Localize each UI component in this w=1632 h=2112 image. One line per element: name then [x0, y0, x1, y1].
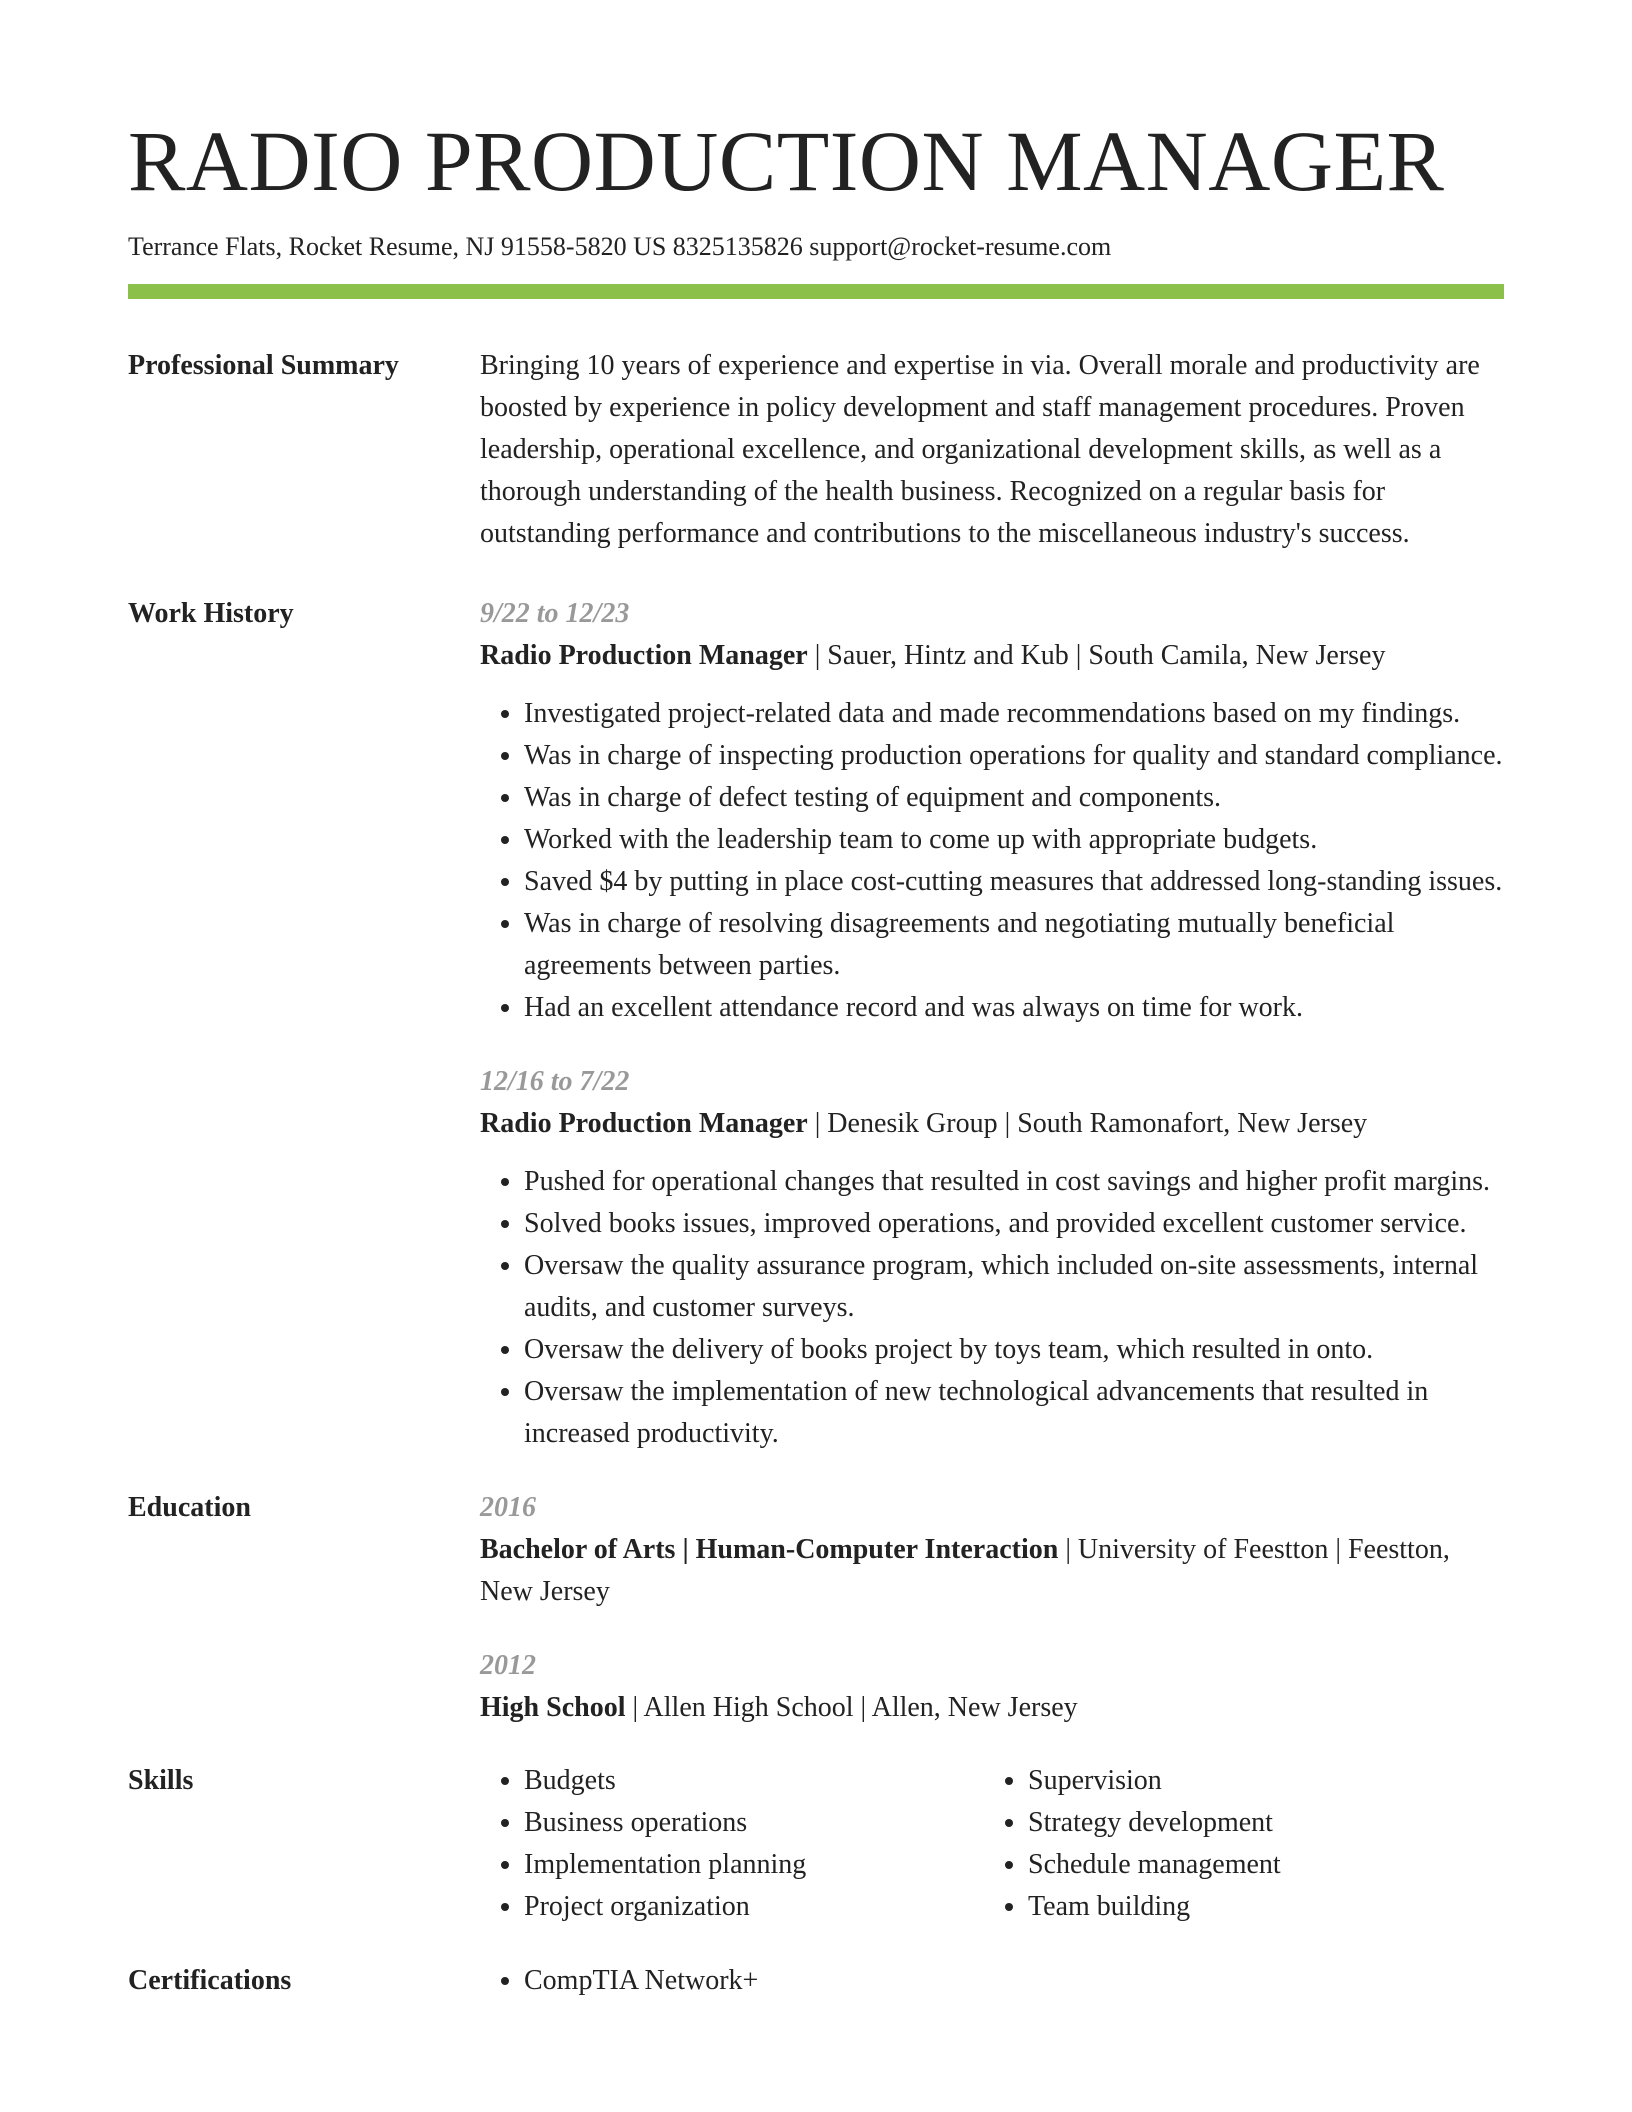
- education-year: 2012: [480, 1649, 536, 1681]
- education-heading: [480, 1529, 1504, 1613]
- summary-text: Bringing 10 years of experience and expertise in via. Overall morale and productivity are boosted by experience in policy development and staff management procedures. Proven leadership, operational excellence, and organizational development skills, as well as a thorough understanding of the health business. Recognized on a regular basis for outstanding performance and contributions to the miscellaneous industry's success.: [480, 349, 1480, 549]
- education-entry: [480, 1487, 1504, 1613]
- education-label: Education: [128, 1491, 251, 1523]
- skills-list-right: [984, 1760, 1281, 1928]
- job-details: | Sauer, Hintz and Kub | South Camila, New Jersey: [807, 639, 1386, 671]
- job-dates: 9/22 to 12/23: [480, 597, 630, 629]
- list-item: • Oversaw the implementation of new technological advancements that resulted in increased productivity.: [524, 1371, 1504, 1455]
- skills-list-left: [480, 1760, 984, 1928]
- certifications-label: Certifications: [128, 1964, 292, 1996]
- list-item: • Was in charge of defect testing of equipment and components.: [524, 777, 1504, 819]
- list-item: • CompTIA Network+: [524, 1960, 1504, 2002]
- list-item: • Strategy development: [1028, 1802, 1281, 1844]
- contact-line: Terrance Flats, Rocket Resume, NJ 91558-5820 US 8325135826 support@rocket-resume.com: [128, 232, 1112, 261]
- list-item: • Pushed for operational changes that resulted in cost savings and higher profit margins.: [524, 1161, 1504, 1203]
- job-bullets: [480, 1161, 1504, 1455]
- list-item: • Implementation planning: [524, 1844, 984, 1886]
- list-item: • Team building: [1028, 1886, 1281, 1928]
- list-item: • Investigated project-related data and made recommendations based on my findings.: [524, 693, 1504, 735]
- work-history-section: [128, 593, 1504, 1455]
- list-item: • Worked with the leadership team to come up with appropriate budgets.: [524, 819, 1504, 861]
- job-bullets: [480, 693, 1504, 1029]
- education-year: 2016: [480, 1491, 536, 1523]
- summary-section: [128, 345, 1504, 555]
- education-details: | Allen High School | Allen, New Jersey: [625, 1691, 1078, 1723]
- education-degree: Bachelor of Arts | Human-Computer Interaction: [480, 1533, 1059, 1565]
- job-heading: [480, 1103, 1504, 1145]
- list-item: • Oversaw the delivery of books project by toys team, which resulted in onto.: [524, 1329, 1504, 1371]
- certifications-section: [128, 1960, 1504, 2002]
- education-entry: [480, 1645, 1504, 1729]
- skills-label: Skills: [128, 1764, 194, 1796]
- job-heading: [480, 635, 1504, 677]
- resume-name: RADIO PRODUCTION MANAGER: [128, 113, 1445, 209]
- list-item: • Saved $4 by putting in place cost-cutting measures that addressed long-standing issues.: [524, 861, 1504, 903]
- list-item: • Had an excellent attendance record and was always on time for work.: [524, 987, 1504, 1029]
- education-details: | University of Feestton | Feestton, New Jersey: [480, 1533, 1450, 1607]
- education-degree: High School: [480, 1691, 626, 1723]
- work-history-label: Work History: [128, 597, 294, 629]
- list-item: • Was in charge of resolving disagreements and negotiating mutually beneficial agreements between parties.: [524, 903, 1504, 987]
- job-entry: [480, 593, 1504, 1029]
- list-item: • Schedule management: [1028, 1844, 1281, 1886]
- job-dates: 12/16 to 7/22: [480, 1065, 630, 1097]
- education-heading: [480, 1687, 1504, 1729]
- list-item: • Project organization: [524, 1886, 984, 1928]
- job-title: Radio Production Manager: [480, 1107, 808, 1139]
- summary-label: Professional Summary: [128, 349, 399, 381]
- job-details: | Denesik Group | South Ramonafort, New Jersey: [807, 1107, 1368, 1139]
- list-item: • Business operations: [524, 1802, 984, 1844]
- certifications-list: [480, 1960, 1504, 2002]
- education-section: [128, 1487, 1504, 1729]
- list-item: • Supervision: [1028, 1760, 1281, 1802]
- job-entry: [480, 1061, 1504, 1455]
- accent-divider: [128, 284, 1504, 299]
- list-item: • Oversaw the quality assurance program, which included on-site assessments, internal audits, and customer surveys.: [524, 1245, 1504, 1329]
- list-item: • Was in charge of inspecting production operations for quality and standard compliance.: [524, 735, 1504, 777]
- job-title: Radio Production Manager: [480, 639, 808, 671]
- skills-section: [128, 1760, 1504, 1928]
- list-item: • Budgets: [524, 1760, 984, 1802]
- list-item: • Solved books issues, improved operations, and provided excellent customer service.: [524, 1203, 1504, 1245]
